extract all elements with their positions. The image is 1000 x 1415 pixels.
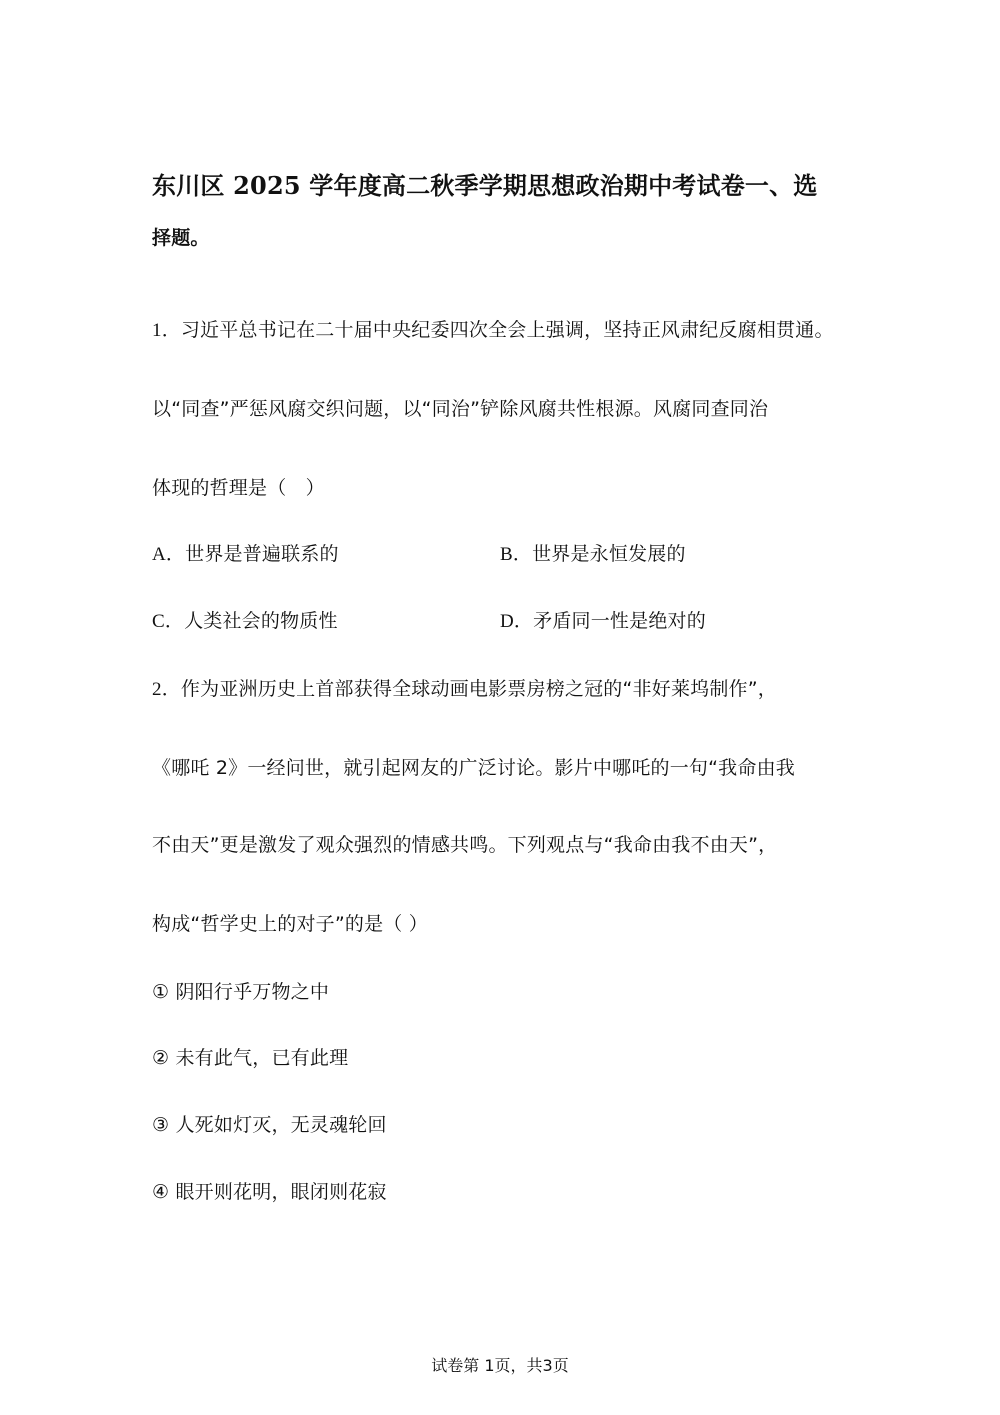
question-2-stem-line3: 不由天”更是激发了观众强烈的情感共鸣。下列观点与“我命由我不由天”， <box>152 834 778 856</box>
page-footer <box>0 1356 1000 1376</box>
question-1-option-c: C．人类社会的物质性 <box>152 610 338 632</box>
question-2-item-4: ④ 眼开则花明，眼闭则花寂 <box>152 1181 387 1203</box>
question-1-number: 1． <box>152 320 181 341</box>
question-1-option-b: B．世界是永恒发展的 <box>500 543 686 565</box>
question-2-item-2: ② 未有此气，已有此理 <box>152 1047 349 1069</box>
question-1-stem-line1: 1．习近平总书记在二十届中央纪委四次全会上强调，坚持正风肃纪反腐相贯通。 <box>152 319 834 341</box>
exam-title-line2: 择题。 <box>152 227 210 249</box>
question-2-item-1: ① 阴阳行乎万物之中 <box>152 981 330 1003</box>
question-2-stem-line2: 《哪吒 2》一经问世，就引起网友的广泛讨论。影片中哪吒的一句“我命由我 <box>152 757 795 779</box>
exam-title-line1: 东川区 2025 学年度高二秋季学期思想政治期中考试卷一、选 <box>152 171 818 200</box>
question-2-stem-line1: 2．作为亚洲历史上首部获得全球动画电影票房榜之冠的“非好莱坞制作”， <box>152 678 777 700</box>
page-number-text: 试卷第 1页，共3页 <box>431 1356 569 1375</box>
question-2-stem-line4: 构成“哲学史上的对子”的是（ ） <box>152 913 428 935</box>
question-1-option-d: D．矛盾同一性是绝对的 <box>500 610 706 632</box>
question-1-stem-line3: 体现的哲理是（ ） <box>152 477 325 499</box>
question-1-stem-line2: 以“同查”严惩风腐交织问题，以“同治”铲除风腐共性根源。风腐同查同治 <box>152 398 769 420</box>
question-1-option-a: A．世界是普遍联系的 <box>152 543 339 565</box>
question-2-item-3: ③ 人死如灯灭，无灵魂轮回 <box>152 1114 387 1136</box>
question-2-number: 2． <box>152 679 181 700</box>
